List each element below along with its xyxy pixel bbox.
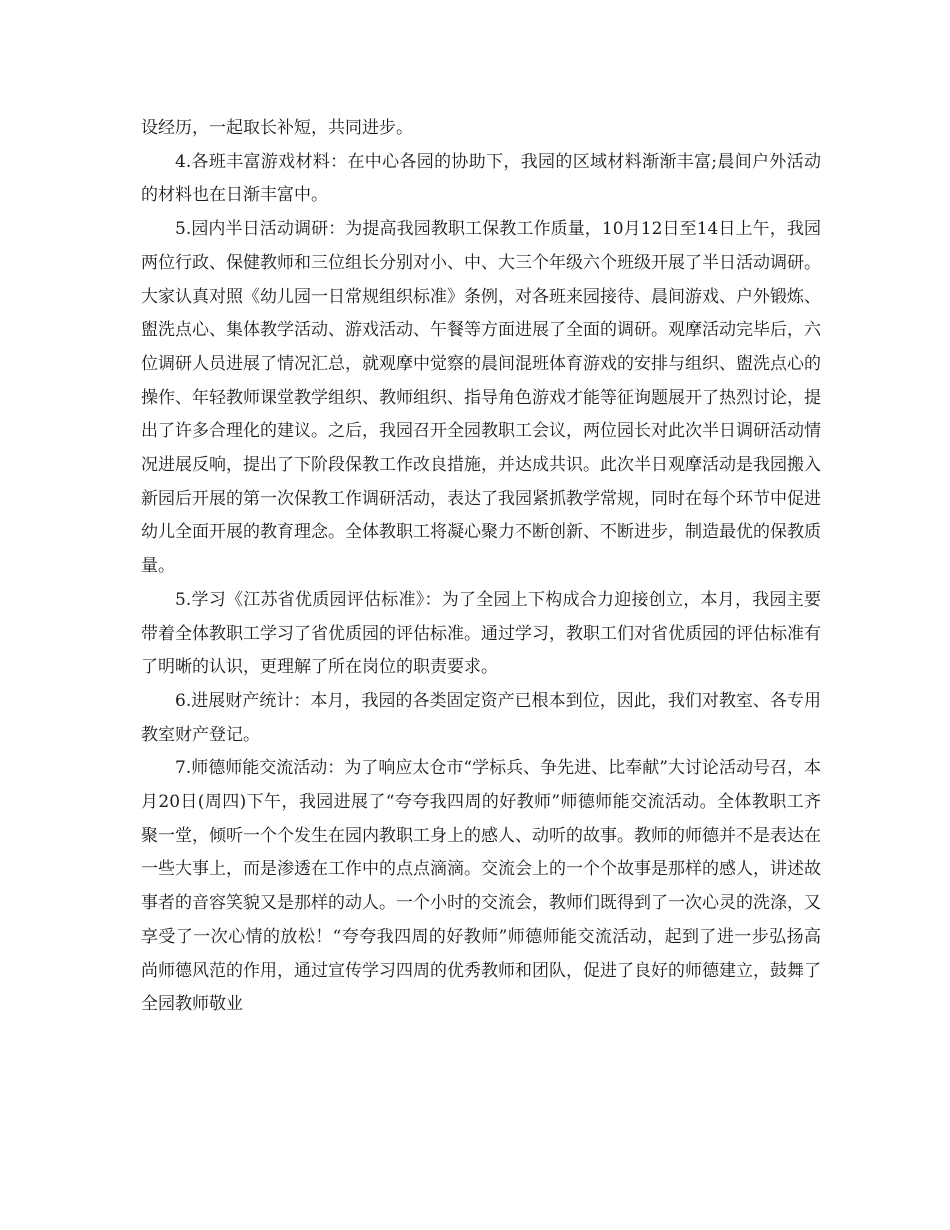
paragraph-continuation: 设经历，一起取长补短，共同进步。	[141, 118, 413, 138]
paragraph-item-7-ethics-exchange: 7.师德师能交流活动：为了响应太仓市“学标兵、争先进、比奉献”大讨论活动号召，本月20日(周四)下午，我园进展了“夸夸我四周的好教师”师德师能交流活动。全体教职工齐聚一堂，倾听一个个发生在园内教职工身上的感人、动听的故事。教师的师德并不是表达在一些大事上，而是渗透在工作中的点点滴滴。交流会上的一个个故事是那样的感人，讲述故事者的音容笑貌又是那样的动人。一个小时的交流会，教师们既得到了一次心灵的洗涤，又享受了一次心情的放松！“夸夸我四周的好教师”师德师能交流活动，起到了进一步弘扬高尚师德风范的作用，通过宣传学习四周的优秀教师和团队，促进了良好的师德建立，鼓舞了全园教师敬业	[141, 758, 821, 1015]
paragraph-item-5-half-day-research: 5.园内半日活动调研：为提高我园教职工保教工作质量，10月12日至14日上午，我园两位行政、保健教师和三位组长分别对小、中、大三个年级六个班级开展了半日活动调研。大家认真对照《幼儿园一日常规组织标准》条例，对各班来园接待、晨间游戏、户外锻炼、盥洗点心、集体教学活动、游戏活动、午餐等方面进展了全面的调研。观摩活动完毕后，六位调研人员进展了情况汇总，就观摩中觉察的晨间混班体育游戏的安排与组织、盥洗点心的操作、年轻教师课堂教学组织、教师组织、指导角色游戏才能等征询题展开了热烈讨论，提出了许多合理化的建议。之后，我园召开全园教职工会议，两位园长对此次半日调研活动情况进展反响，提出了下阶段保教工作改良措施，并达成共识。此次半日观摩活动是我园搬入新园后开展的第一次保教工作调研活动，表达了我园紧抓教学常规，同时在每个环节中促进幼儿全面开展的教育理念。全体教职工将凝心聚力不断创新、不断进步，制造最优的保教质量。	[141, 219, 821, 577]
paragraph-item-6-property-statistics: 6.进展财产统计：本月，我园的各类固定资产已根本到位，因此，我们对教室、各专用教室财产登记。	[141, 690, 821, 745]
paragraph-item-4-game-materials: 4.各班丰富游戏材料：在中心各园的协助下，我园的区域材料渐渐丰富;晨间户外活动的材料也在日渐丰富中。	[141, 151, 821, 206]
document-body	[141, 112, 821, 1022]
paragraph-item-5-study-standards: 5.学习《江苏省优质园评估标准》：为了全园上下构成合力迎接创立，本月，我园主要带着全体教职工学习了省优质园的评估标准。通过学习，教职工们对省优质园的评估标准有了明晰的认识，更理解了所在岗位的职责要求。	[141, 589, 821, 678]
